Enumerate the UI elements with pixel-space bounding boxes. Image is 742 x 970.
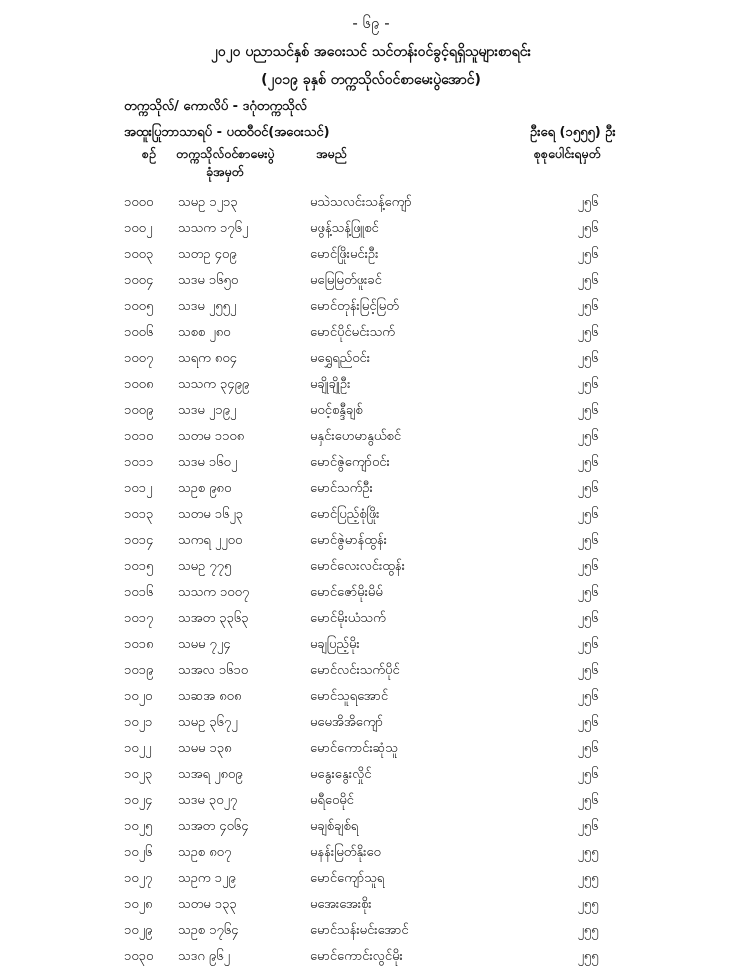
total-score: ၂၅၆ xyxy=(577,689,599,704)
total-score: ၂၅၆ xyxy=(577,819,599,834)
table-row xyxy=(0,788,742,814)
row-number: ၁၀၁၄ xyxy=(124,533,154,548)
roll-number: သတမ ၁၆၂၃ xyxy=(178,507,244,522)
table-row xyxy=(0,658,742,684)
roll-number: သဒမ ၁၆၀၂ xyxy=(178,455,238,470)
candidate-name: မဝင့်စန္ဒီချစ် xyxy=(310,403,363,418)
row-number: ၁၀၁၉ xyxy=(124,663,154,678)
header-total-score: စုစုပေါင်းရမှတ် xyxy=(534,146,601,161)
candidate-name: မမြေမြတ်ဖူးခင် xyxy=(310,273,382,288)
header-roll-number-line2: ခုံအမှတ် xyxy=(206,164,244,179)
roll-number: သမမ ၇၂၄ xyxy=(178,637,231,652)
candidate-name: မချပြည့်မိုး xyxy=(310,637,360,652)
candidate-name: မောင်ပိုင်မင်းသက် xyxy=(310,325,395,340)
table-row xyxy=(0,840,742,866)
table-row xyxy=(0,320,742,346)
total-score: ၂၅၅ xyxy=(577,923,599,938)
table-row xyxy=(0,528,742,554)
candidate-name: မောင်ဖြိုးမင်းဦး xyxy=(310,247,379,262)
row-number: ၁၀၂၀ xyxy=(124,689,153,704)
candidate-name: မောင်ပြည့်စုံဖြိုး xyxy=(310,507,380,522)
table-row xyxy=(0,502,742,528)
roll-number: သစစ ၂၈၀ xyxy=(178,325,231,340)
candidate-name: မသဲသလင်းသန့်ကျော် xyxy=(310,195,412,210)
candidate-name: မောင်ဇွဲကျော်ဝင်း xyxy=(310,455,390,470)
roll-number: သအရ ၂၈၀၉ xyxy=(178,767,243,782)
table-row xyxy=(0,684,742,710)
header-no: စဉ် xyxy=(142,146,156,161)
roll-number: သဥက ၁၂၉ xyxy=(178,871,236,886)
total-score: ၂၅၆ xyxy=(577,533,599,548)
row-number: ၁၀၂၆ xyxy=(124,845,153,860)
document-title: ၂၀၂၀ ပညာသင်နှစ် အဝေးသင် သင်တန်းဝင်ခွင့်ရရှိသူများစာရင်း xyxy=(210,44,532,60)
total-score: ၂၅၆ xyxy=(577,429,599,444)
page-number: - ၆၉ - xyxy=(352,14,390,32)
roll-number: သဒဂ ၉၆၂ xyxy=(178,949,230,964)
candidate-name: မောင်ကျော်သူရ xyxy=(310,871,385,886)
table-row xyxy=(0,372,742,398)
total-score: ၂၅၆ xyxy=(577,195,599,210)
total-score: ၂၅၆ xyxy=(577,273,599,288)
roll-number: သဆအ ၈၀၈ xyxy=(178,689,242,704)
row-number: ၁၀၂၉ xyxy=(124,923,153,938)
total-score: ၂၅၆ xyxy=(577,767,599,782)
total-score: ၂၅၆ xyxy=(577,455,599,470)
row-number: ၁၀၁၂ xyxy=(124,481,153,496)
table-row xyxy=(0,944,742,970)
roll-number: သရက ၈၀၄ xyxy=(178,351,237,366)
total-score: ၂၅၆ xyxy=(577,377,599,392)
row-number: ၁၀၀၆ xyxy=(124,325,154,340)
subject-group-label: အထူးပြုဘာသာရပ် - ပထဝီဝင်(အဝေးသင်) xyxy=(124,125,330,140)
table-row xyxy=(0,632,742,658)
roll-number: သကရ ၂၂၀၀ xyxy=(178,533,243,548)
roll-number: သသက ၃၄၉၉ xyxy=(178,377,250,392)
total-score: ၂၅၆ xyxy=(577,585,599,600)
table-row xyxy=(0,866,742,892)
total-score: ၂၅၆ xyxy=(577,611,599,626)
candidate-name: မောင်သူရအောင် xyxy=(310,689,389,704)
candidate-name: မမေအိအိကျော် xyxy=(310,715,383,730)
total-score: ၂၅၆ xyxy=(577,559,599,574)
table-row xyxy=(0,190,742,216)
row-number: ၁၀၁၈ xyxy=(124,637,154,652)
total-score: ၂၅၅ xyxy=(577,871,599,886)
roll-number: သဒမ ၂၅၅၂ xyxy=(178,299,237,314)
total-score: ၂၅၆ xyxy=(577,741,599,756)
roll-number: သသက ၁၇၆၂ xyxy=(178,221,249,236)
candidate-name: မောင်လင်းသက်ပိုင် xyxy=(310,663,400,678)
row-number: ၁၀၀၇ xyxy=(124,351,154,366)
candidate-name: မဖွန့်သန့်ဖြူစင် xyxy=(310,221,379,236)
candidate-name: မောင်ဇွဲမာန်ထွန်း xyxy=(310,533,387,548)
candidate-name: မောင်မိုးယံသက် xyxy=(310,611,386,626)
total-score: ၂၅၆ xyxy=(577,247,599,262)
table-row xyxy=(0,892,742,918)
row-number: ၁၀၁၀ xyxy=(124,429,154,444)
roll-number: သမဥ ၁၂၁၃ xyxy=(178,195,238,210)
table-row xyxy=(0,736,742,762)
table-row xyxy=(0,710,742,736)
candidate-name: မောင်ကောင်းလွင်မိုး xyxy=(310,949,403,964)
table-row xyxy=(0,346,742,372)
candidate-name: မောင်သက်ဦး xyxy=(310,481,373,496)
row-number: ၁၀၁၆ xyxy=(124,585,154,600)
candidate-name: မောင်ကောင်းဆုံသူ xyxy=(310,741,398,756)
total-score: ၂၅၅ xyxy=(577,897,599,912)
row-number: ၁၀၀၉ xyxy=(124,403,154,418)
row-number: ၁၀၀၂ xyxy=(124,221,153,236)
roll-number: သသက ၁၀၀၇ xyxy=(178,585,250,600)
candidate-name: မောင်ဇော်မိုးမိမ် xyxy=(310,585,383,600)
row-number: ၁၀၀၈ xyxy=(124,377,154,392)
roll-number: သအလ ၁၆၁၀ xyxy=(178,663,249,678)
results-table xyxy=(0,190,742,970)
row-number: ၁၀၁၁ xyxy=(124,455,154,470)
row-number: ၁၀၂၂ xyxy=(124,741,152,756)
total-score: ၂၅၆ xyxy=(577,221,599,236)
row-number: ၁၀၁၃ xyxy=(124,507,154,522)
total-score: ၂၅၅ xyxy=(577,949,599,964)
candidate-name: မချစ်ချစ်ရ xyxy=(310,819,359,834)
total-score: ၂၅၆ xyxy=(577,351,599,366)
roll-number: သဥစ ၈၀၇ xyxy=(178,845,232,860)
candidate-name: မောင်တုန်းမြင့်မြတ် xyxy=(310,299,399,314)
total-score: ၂၅၆ xyxy=(577,663,599,678)
candidate-name: မောင်သန်းမင်းအောင် xyxy=(310,923,409,938)
row-number: ၁၀၃၀ xyxy=(124,949,154,964)
roll-number: သဥစ ၉၈၀ xyxy=(178,481,232,496)
total-score: ၂၅၅ xyxy=(577,845,599,860)
header-name: အမည် xyxy=(316,146,347,161)
table-row xyxy=(0,606,742,632)
roll-number: သမဥ ၇၇၅ xyxy=(178,559,232,574)
total-score: ၂၅၆ xyxy=(577,637,599,652)
document-subtitle: (၂၀၁၉ ခုနှစ် တက္ကသိုလ်ဝင်စာမေးပွဲအောင်) xyxy=(261,72,481,88)
candidate-name: မောင်လေးလင်းထွန်း xyxy=(310,559,405,574)
table-row xyxy=(0,216,742,242)
table-row xyxy=(0,476,742,502)
candidate-name: မရွှေရည်ဝင်း xyxy=(310,351,371,366)
table-row xyxy=(0,450,742,476)
candidate-name: မရီဝေမိုင် xyxy=(310,793,354,808)
row-number: ၁၀၀၄ xyxy=(124,273,154,288)
candidate-count: ဦးရေ (၁၅၅၅) ဦး xyxy=(530,125,616,140)
table-row xyxy=(0,918,742,944)
roll-number: သဒမ ၂၁၉၂ xyxy=(178,403,237,418)
roll-number: သဒမ ၃၀၂၇ xyxy=(178,793,238,808)
row-number: ၁၀၀၃ xyxy=(124,247,154,262)
total-score: ၂၅၆ xyxy=(577,325,599,340)
roll-number: သတမ ၁၃၃ xyxy=(178,897,237,912)
roll-number: သမမ ၁၃၈ xyxy=(178,741,232,756)
row-number: ၁၀၂၁ xyxy=(124,715,153,730)
total-score: ၂၅၆ xyxy=(577,715,599,730)
roll-number: သအတ ၃၃၆၃ xyxy=(178,611,249,626)
candidate-name: မနွေးနွေးလှိုင် xyxy=(310,767,372,782)
total-score: ၂၅၆ xyxy=(577,299,599,314)
total-score: ၂၅၆ xyxy=(577,481,599,496)
row-number: ၁၀၂၇ xyxy=(124,871,153,886)
row-number: ၁၀၂၄ xyxy=(124,793,153,808)
row-number: ၁၀၂၈ xyxy=(124,897,153,912)
total-score: ၂၅၆ xyxy=(577,403,599,418)
candidate-name: မနန်းမြတ်နိုးဝေ xyxy=(310,845,381,860)
total-score: ၂၅၆ xyxy=(577,507,599,522)
roll-number: သတမ ၁၁၀၈ xyxy=(178,429,245,444)
total-score: ၂၅၆ xyxy=(577,793,599,808)
candidate-name: မနှင်းဟေမာနွယ်စင် xyxy=(310,429,402,444)
roll-number: သတဥ ၄၀၉ xyxy=(178,247,237,262)
row-number: ၁၀၀၀ xyxy=(124,195,154,210)
university-label: တက္ကသိုလ်/ ကောလိပ် - ဒဂုံတက္ကသိုလ် xyxy=(124,99,307,114)
roll-number: သဥစ ၁၇၆၄ xyxy=(178,923,239,938)
row-number: ၁၀၁၅ xyxy=(124,559,154,574)
table-row xyxy=(0,242,742,268)
row-number: ၁၀၁၇ xyxy=(124,611,154,626)
candidate-name: မချိုချိုဦး xyxy=(310,377,351,392)
roll-number: သမဥ ၃၆၇၂ xyxy=(178,715,238,730)
table-row xyxy=(0,268,742,294)
row-number: ၁၀၀၅ xyxy=(124,299,154,314)
table-row xyxy=(0,398,742,424)
table-row xyxy=(0,762,742,788)
row-number: ၁၀၂၅ xyxy=(124,819,153,834)
roll-number: သဒမ ၁၆၅၀ xyxy=(178,273,239,288)
header-roll-number: တက္ကသိုလ်ဝင်စာမေးပွဲ xyxy=(176,146,275,161)
candidate-name: မအေးအေးစိုး xyxy=(310,897,372,912)
table-row xyxy=(0,554,742,580)
table-row xyxy=(0,294,742,320)
roll-number: သအတ ၄၀၆၄ xyxy=(178,819,249,834)
row-number: ၁၀၂၃ xyxy=(124,767,153,782)
table-row xyxy=(0,424,742,450)
table-row xyxy=(0,814,742,840)
table-row xyxy=(0,580,742,606)
